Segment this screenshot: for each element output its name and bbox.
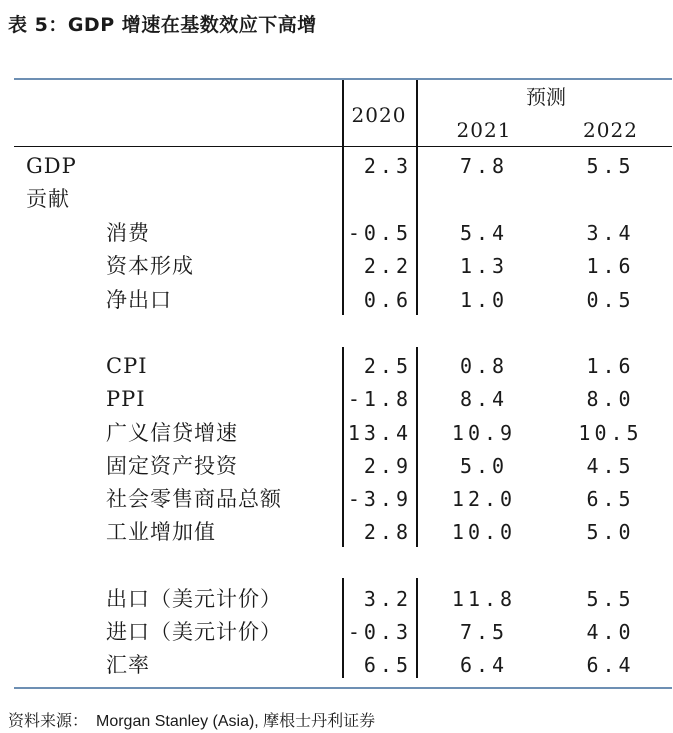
table-title: 表 5：GDP 增速在基数效应下高增 [8,14,317,36]
value-2021: 10.0 [451,520,517,544]
value-2022: 6.4 [586,653,635,677]
value-2021: 5.4 [459,221,509,245]
value-2022: 1.6 [586,254,635,278]
value-2020: 6.5 [363,653,412,677]
value-2020: 2.2 [363,254,412,278]
column-divider [342,347,344,547]
value-2021: 11.8 [451,587,517,611]
column-divider [342,578,344,678]
row-label: 消费 [106,221,150,245]
value-2022: 4.5 [586,454,635,478]
value-2022: 10.5 [578,421,643,445]
header-2021: 2021 [456,118,512,142]
value-2021: 7.5 [459,620,509,644]
column-divider [342,80,344,315]
value-2022: 6.5 [586,487,635,511]
value-2022: 4.0 [586,620,635,644]
row-label: 汇率 [106,653,150,677]
value-2021: 12.0 [451,487,517,511]
value-2020: -0.3 [347,620,412,644]
value-2021: 1.3 [459,254,509,278]
column-divider [416,578,418,678]
value-2021: 1.0 [459,288,509,312]
value-2021: 6.4 [459,653,509,677]
value-2022: 0.5 [586,288,635,312]
row-label: 进口（美元计价） [106,620,282,644]
value-2020: 2.9 [363,454,412,478]
row-label: GDP [26,154,77,178]
row-label: 社会零售商品总额 [106,487,282,511]
value-2020: 3.2 [363,587,412,611]
value-2022: 8.0 [586,387,635,411]
value-2020: -3.9 [347,487,412,511]
column-divider [416,80,418,315]
value-2021: 8.4 [459,387,509,411]
value-2021: 10.9 [451,421,517,445]
value-2020: 0.6 [363,288,412,312]
value-2021: 0.8 [459,354,509,378]
value-2022: 5.5 [586,154,635,178]
source-note: 资料来源： Morgan Stanley (Asia), 摩根士丹利证券 [8,713,376,730]
row-label: 广义信贷增速 [106,421,238,445]
value-2020: 2.3 [363,154,412,178]
value-2020: -0.5 [347,221,412,245]
value-2021: 7.8 [459,154,509,178]
header-2022: 2022 [583,118,638,142]
row-label: 贡献 [26,187,70,211]
row-label: 资本形成 [106,254,194,278]
row-label: 固定资产投资 [106,454,238,478]
value-2020: 13.4 [347,421,412,445]
value-2022: 1.6 [586,354,635,378]
value-2022: 5.0 [586,520,635,544]
header-rule [14,146,672,147]
row-label: 出口（美元计价） [106,587,282,611]
row-label: PPI [106,387,146,411]
value-2020: -1.8 [347,387,412,411]
header-forecast: 预测 [526,85,566,109]
column-divider [416,347,418,547]
value-2020: 2.8 [363,520,412,544]
row-label: 工业增加值 [106,520,216,544]
header-2020: 2020 [351,103,407,127]
row-label: CPI [106,354,148,378]
value-2021: 5.0 [459,454,509,478]
value-2022: 3.4 [586,221,635,245]
row-label: 净出口 [106,288,172,312]
value-2022: 5.5 [586,587,635,611]
bottom-rule [14,687,672,689]
value-2020: 2.5 [363,354,412,378]
